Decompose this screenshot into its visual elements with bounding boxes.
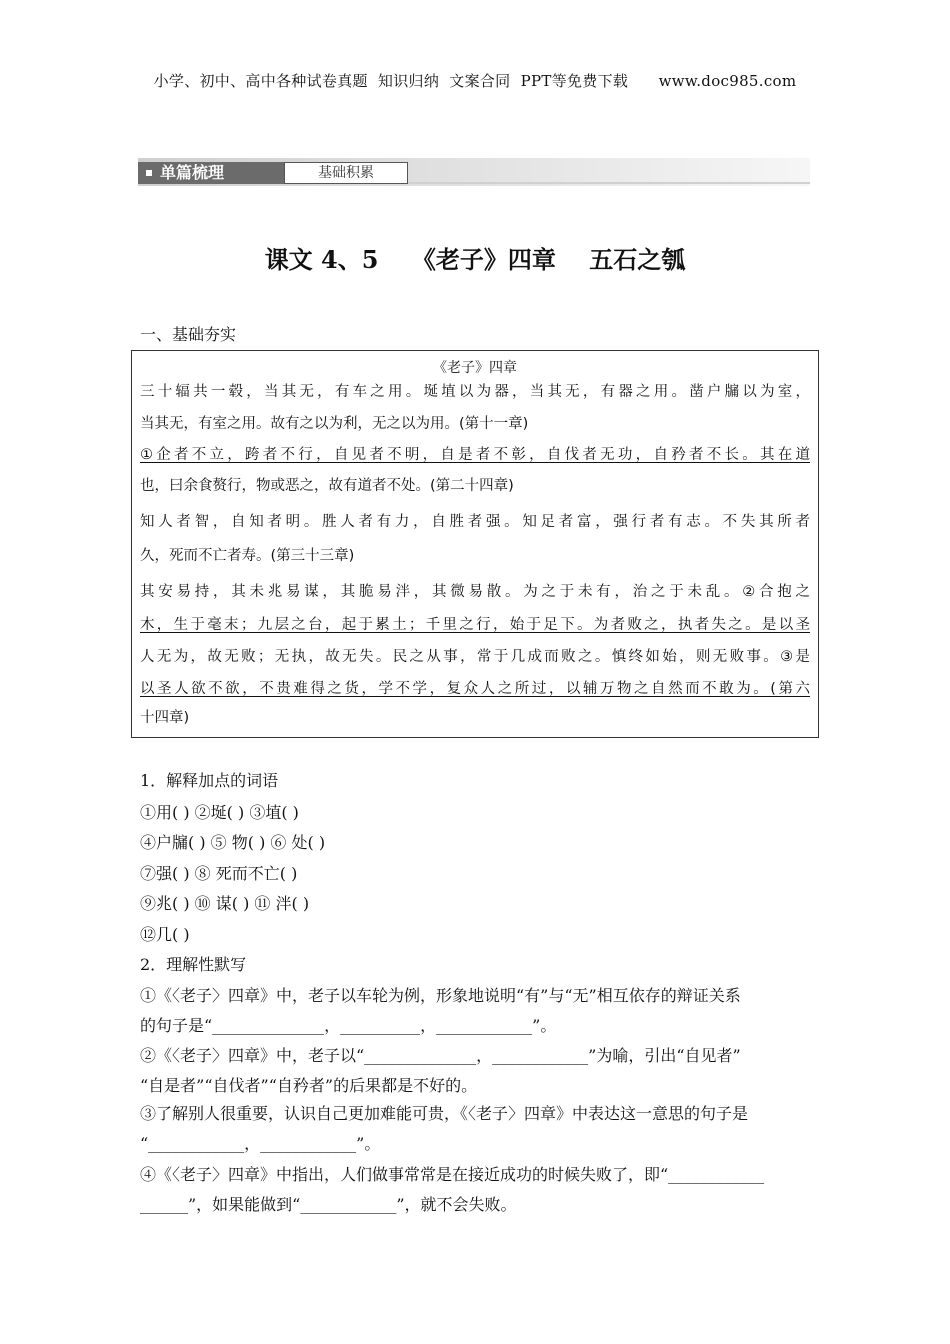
passage-line: 人无为，故无败；无执，故无失。民之从事，常于几成而败之。慎终如始，则无败事。③是 [140, 649, 810, 665]
question-line: “____________，____________”。 [140, 1134, 381, 1153]
section-banner [138, 158, 810, 186]
question-line: ①《〈老子〉四章》中，老子以车轮为例，形象地说明“有”与“无”相互依存的辩证关系 [140, 986, 741, 1005]
passage-line: 当其无，有室之用。故有之以为利，无之以为用。(第十一章) [140, 416, 529, 432]
page-title: 课文 4、5 《老子》四章 五石之瓠 [264, 245, 686, 274]
question-line: “自是者”“自伐者”“自矜者”的后果都是不好的。 [140, 1076, 478, 1095]
question-heading: 2．理解性默写 [140, 955, 247, 974]
passage-box [131, 350, 819, 738]
question-line: ⑨兆( ) ⑩ 谋( ) ⑪ 泮( ) [140, 894, 310, 913]
section-heading: 一、基础夯实 [140, 325, 237, 344]
question-line: ⑦强( ) ⑧ 死而不亡( ) [140, 864, 298, 883]
passage-line: 三十辐共一毂，当其无，有车之用。埏埴以为器，当其无，有器之用。凿户牖以为室， [140, 384, 810, 400]
question-line: ③了解别人很重要，认识自己更加难能可贵，《〈老子〉四章》中表达这一意思的句子是 [140, 1104, 749, 1123]
passage-line: 也，曰余食赘行，物或恶之，故有道者不处。(第二十四章) [140, 478, 514, 494]
question-line: ④户牖( ) ⑤ 物( ) ⑥ 处( ) [140, 833, 326, 852]
site-header: 小学、初中、高中各种试卷真题 知识归纳 文案合同 PPT等免费下载 www.doc985.com [153, 72, 797, 90]
question-line: ______”，如果能做到“____________”，就不会失败。 [140, 1195, 517, 1214]
passage-line: 其安易持，其未兆易谋，其脆易泮，其微易散。为之于未有，治之于未乱。②合抱之 [140, 584, 810, 600]
question-heading: 1．解释加点的词语 [140, 771, 279, 790]
passage-line: 木，生于毫末；九层之台，起于累土；千里之行，始于足下。为者败之，执者失之。是以圣 [140, 617, 810, 633]
question-line: 的句子是“______________，__________，____________”。 [140, 1016, 557, 1035]
passage-line: 久，死而不亡者寿。(第三十三章) [140, 548, 355, 564]
passage-line: 十四章) [140, 710, 190, 726]
banner-main-label: 单篇梳理 [160, 163, 225, 182]
question-line: ⑫几( ) [140, 925, 190, 944]
passage-line: ①企者不立，跨者不行，自见者不明，自是者不彰，自伐者无功，自矜者不长。其在道 [140, 447, 810, 463]
banner-rule [408, 182, 810, 184]
passage-line: 知人者智，自知者明。胜人者有力，自胜者强。知足者富，强行者有志。不失其所者 [140, 514, 810, 530]
question-line: ②《〈老子〉四章》中，老子以“______________，____________”为喻，引出“自见者” [140, 1046, 741, 1065]
question-line: ④《〈老子〉四章》中指出，人们做事常常是在接近成功的时候失败了，即“____________ [140, 1165, 765, 1184]
passage-title: 《老子》四章 [433, 360, 517, 376]
passage-line: 以圣人欲不欲，不贵难得之货，学不学，复众人之所过，以辅万物之自然而不敢为。(第六 [140, 681, 810, 697]
banner-main [138, 162, 284, 184]
banner-sub-label: 基础积累 [284, 162, 408, 184]
square-bullet-icon [146, 170, 152, 176]
question-line: ①用( ) ②埏( ) ③埴( ) [140, 803, 299, 822]
